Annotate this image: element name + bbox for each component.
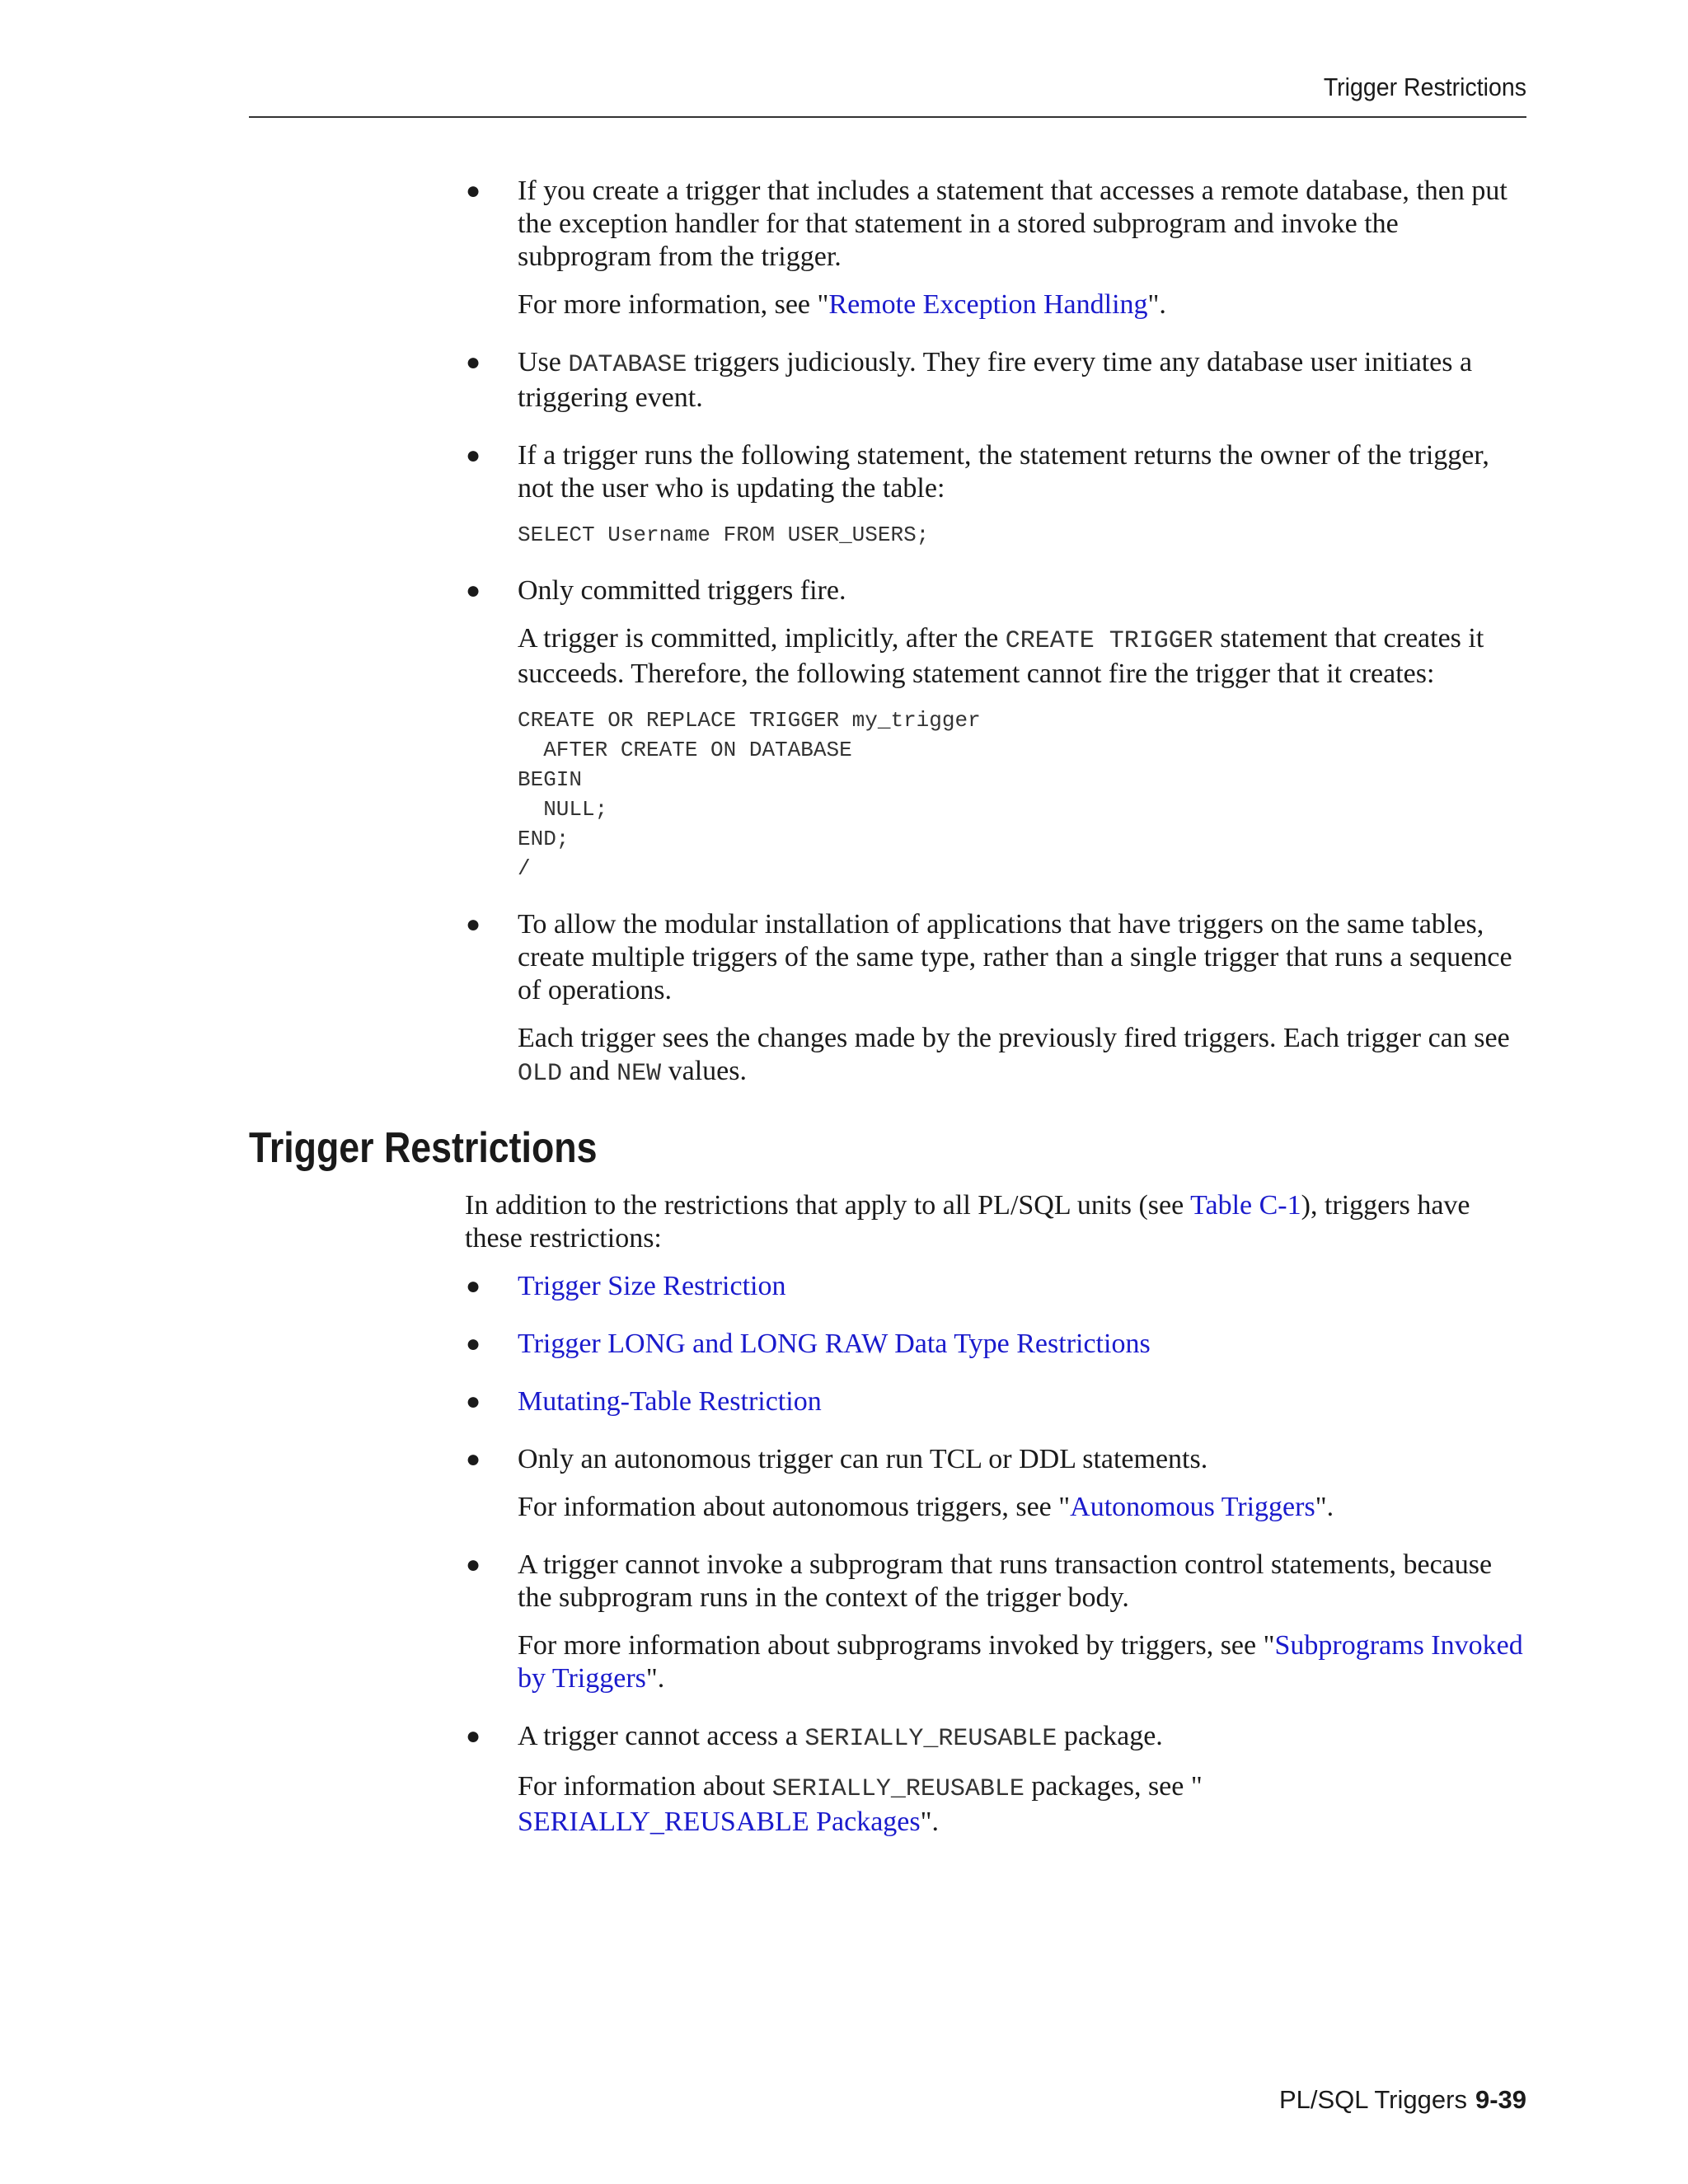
item-note [518,1770,1526,1839]
page-number: 9-39 [1475,2085,1526,2114]
link-trigger-size-restriction[interactable]: Trigger Size Restriction [518,1271,786,1301]
page-footer [249,2085,1526,2115]
inline-code: OLD [518,1060,563,1088]
note-text: packages, see " [1024,1771,1203,1802]
bullet-icon: ● [465,1722,481,1750]
section-intro [465,1189,1526,1255]
note-text: For information about [518,1771,772,1802]
code-block: CREATE OR REPLACE TRIGGER my_trigger AFTER CREATE ON DATABASE BEGIN NULL; END; / [518,708,981,881]
note-text: ". [645,1663,665,1694]
note-text: For more information, see " [518,289,829,320]
item-text [518,1720,1526,1755]
bullet-icon: ● [465,577,481,604]
list-item [465,346,1526,415]
bullet-icon: ● [465,1551,481,1578]
text-run: package. [1057,1721,1163,1751]
list-item [465,908,1526,1090]
item-text: If a trigger runs the following statement, the statement returns the owner of the trigger, not the user who is updating the table: [518,440,1489,504]
list-item [465,1328,1526,1361]
inline-code: CREATE TRIGGER [1005,627,1213,655]
item-text: If you create a trigger that includes a statement that accesses a remote database, then put the exception handler for that statement in a stored subprogram and invoke the subprogram from the trigger. [518,176,1507,272]
footer-chapter: PL/SQL Triggers [1278,2085,1467,2114]
list-item [465,175,1526,321]
inline-code: NEW [617,1060,662,1088]
header-rule [249,116,1526,118]
bullet-icon: ● [465,349,481,376]
list-item [465,1549,1526,1695]
link-subprograms-invoked-by-triggers[interactable]: Subprograms Invoked by Triggers [518,1630,1523,1694]
guideline-list [465,175,1526,1090]
text-run: In addition to the restrictions that apply to all PL/SQL units (see [465,1190,1191,1221]
link-trigger-long-restrictions[interactable]: Trigger LONG and LONG RAW Data Type Restrictions [518,1329,1151,1359]
list-item [465,439,1526,550]
link-remote-exception-handling[interactable]: Remote Exception Handling [828,289,1148,320]
list-item [465,1720,1526,1839]
text-run: Use [518,347,569,377]
text-run: statement that creates it succeeds. Therefore, the following statement cannot fire the trigger that it creates: [518,623,1484,689]
bullet-icon: ● [465,177,481,204]
item-text: A trigger cannot invoke a subprogram that runs transaction control statements, because the subprogram runs in the context of the trigger body. [518,1549,1493,1613]
text-run: A trigger cannot access a [518,1721,805,1751]
inline-code: SERIALLY_REUSABLE [771,1775,1025,1803]
bullet-icon: ● [465,442,481,469]
item-detail [518,622,1526,691]
restriction-list [465,1270,1526,1839]
page-content [249,175,1526,1863]
inline-code: DATABASE [568,351,687,379]
note-text: For information about autonomous triggers, see " [518,1492,1071,1522]
item-text [518,1328,1526,1361]
bullet-icon: ● [465,911,481,938]
link-table-c-1[interactable]: Table C-1 [1190,1190,1301,1221]
list-item [465,1270,1526,1303]
text-run: Each trigger sees the changes made by the previously fired triggers. Each trigger can see [518,1023,1510,1053]
item-text [518,346,1526,415]
text-run: A trigger is committed, implicitly, after the [518,623,1006,654]
list-item [465,1385,1526,1418]
list-item [465,574,1526,883]
bullet-icon: ● [465,1272,481,1300]
item-note [518,1629,1526,1695]
bullet-icon: ● [465,1330,481,1357]
body-column [465,175,1526,1090]
note-text: For more information about subprograms invoked by triggers, see " [518,1630,1275,1661]
item-text [518,1270,1526,1303]
code-block: SELECT Username FROM USER_USERS; [518,523,930,547]
item-note [518,288,1526,321]
item-text [518,1385,1526,1418]
section-heading: Trigger Restrictions [249,1124,598,1172]
bullet-icon: ● [465,1388,481,1415]
item-note [518,1491,1526,1524]
item-text: Only an autonomous trigger can run TCL or DDL statements. [518,1444,1208,1474]
text-run: values. [661,1056,747,1086]
note-text: ". [1147,289,1166,320]
link-serially-reusable-packages[interactable]: SERIALLY_REUSABLE Packages [518,1807,921,1837]
text-run: and [562,1056,617,1086]
item-text: Only committed triggers fire. [518,575,846,606]
body-column [465,1189,1526,1839]
list-item [465,1443,1526,1524]
inline-code: SERIALLY_REUSABLE [804,1725,1057,1753]
text-run: ), triggers have these restrictions: [465,1190,1470,1254]
note-text: ". [920,1807,939,1837]
bullet-icon: ● [465,1446,481,1473]
item-text: To allow the modular installation of applications that have triggers on the same tables, create multiple triggers of the same type, rather than a single trigger that runs a sequence of operations. [518,909,1512,1005]
item-detail [518,1022,1526,1090]
link-autonomous-triggers[interactable]: Autonomous Triggers [1070,1492,1315,1522]
link-mutating-table-restriction[interactable]: Mutating-Table Restriction [518,1386,822,1417]
note-text: ". [1315,1492,1334,1522]
text-run: triggers judiciously. They fire every time any database user initiates a triggering event. [518,347,1473,413]
running-header: Trigger Restrictions [1323,73,1526,101]
